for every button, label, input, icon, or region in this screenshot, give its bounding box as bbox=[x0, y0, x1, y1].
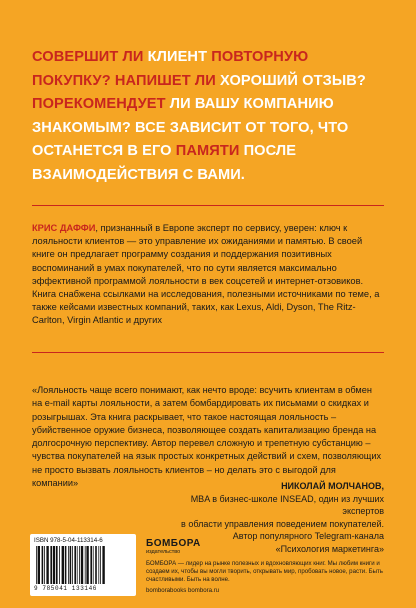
publisher-links: bomborabooks bombora.ru bbox=[146, 586, 220, 594]
review-quote: «Лояльность чаще всего понимают, как нечто вроде: всучить клиентам в обмен на e-mail карты лояльности, а затем бомбардировать их письмами о скидках и розыгрышах. Эта книга раскрывает, что такое настоящая лояльность – убийственное оружие бизнеса, позволяющее создать капитализацию бренда на долгосрочную перспективу. Автор перевел сложную и трепетную субстанцию – чувства покупателей на язык простых конкретных действий и схем, позволяющих не просто вызвать лояльность клиентов – но делать это с выгодой для компании» bbox=[32, 385, 382, 489]
barcode-bar bbox=[68, 546, 69, 584]
barcode-bar bbox=[79, 546, 80, 584]
headline bbox=[32, 46, 382, 187]
publisher-block bbox=[146, 538, 386, 595]
barcode-bar bbox=[86, 546, 88, 584]
barcode-bar bbox=[53, 546, 55, 584]
divider-top bbox=[32, 205, 384, 206]
headline-segment: ЛИ ВАШУ КОМПАНИЮ ЗНАКОМЫМ? ВСЕ ЗАВИСИТ ОТ ТОГО, ЧТО ОСТАНЕТСЯ В ЕГО bbox=[32, 96, 349, 159]
barcode-bar bbox=[46, 546, 48, 584]
isbn-label: ISBN 978-5-04-113314-6 bbox=[34, 537, 103, 544]
headline-segment: ПОСЛЕ ВЗАИМОДЕЙСТВИЯ С ВАМИ. bbox=[32, 143, 297, 183]
barcode-bar bbox=[50, 546, 52, 584]
publisher-logo-subtitle: издательство bbox=[146, 549, 181, 555]
barcode-bar bbox=[102, 546, 104, 584]
barcode-bar bbox=[65, 546, 67, 584]
headline-segment: ПОВТОРНУЮ ПОКУПКУ? НАПИШЕТ ЛИ bbox=[32, 49, 309, 89]
divider-middle bbox=[32, 352, 384, 353]
headline-segment: ПОРЕКОМЕНДУЕТ bbox=[32, 96, 170, 112]
barcode-bar bbox=[70, 546, 72, 584]
headline-segment: КЛИЕНТ bbox=[147, 49, 208, 65]
barcode-digits: 9 785041 133146 bbox=[34, 585, 98, 592]
barcode-bar bbox=[62, 546, 64, 584]
publisher-logo: БОМБОРА bbox=[146, 538, 201, 549]
barcode-bar bbox=[98, 546, 99, 584]
barcode-bar bbox=[74, 546, 76, 584]
barcode-bar bbox=[77, 546, 78, 584]
intro-text: , признанный в Европе эксперт по сервису, уверен: ключ к лояльности клиентов — это управление их ожиданиями и памятью. В своей книге он предлагает программу создания и поддержания позитивных воспоминаний в умах покупателей, что по сути является максимально эффективной программой лояльности в век соцсетей и интернет-отзовиков. Книга снабжена ссылками на исследования, полезными источниками по теме, а также кейсами известных компаний, таких, как Lexus, Aldi, Dyson, The Ritz-Carlton, Virgin Atlantic и других bbox=[32, 223, 380, 326]
reviewer-credential-2: в области управления поведением покупателей. bbox=[181, 518, 384, 529]
barcode-bar bbox=[95, 546, 97, 584]
headline-segment: ХОРОШИЙ ОТЗЫВ? bbox=[220, 72, 366, 89]
barcode-bar bbox=[100, 546, 101, 584]
barcode-bar bbox=[38, 546, 40, 584]
intro-paragraph bbox=[32, 222, 384, 328]
barcode-bar bbox=[81, 546, 83, 584]
barcode-icon bbox=[36, 546, 130, 584]
barcode-bar bbox=[90, 546, 92, 584]
barcode-bar bbox=[56, 546, 58, 584]
publisher-blurb: БОМБОРА — лидер на рынке полезных и вдохновляющих книг. Мы любим книги и создаем их, чтобы вы могли творить, открывать мир, пробовать новое, расти. Быть счастливыми. Быть на волне. bbox=[146, 560, 383, 584]
reviewer-credential-3: Автор популярного Telegram-канала bbox=[232, 531, 384, 542]
reviewer-name: НИКОЛАЙ МОЛЧАНОВ, bbox=[281, 481, 384, 491]
reviewer-credential-4: «Психология маркетинга» bbox=[275, 543, 384, 554]
barcode-block bbox=[30, 534, 136, 596]
barcode-bar bbox=[93, 546, 94, 584]
barcode-bar bbox=[36, 546, 37, 584]
headline-segment: ПАМЯТИ bbox=[171, 143, 244, 159]
barcode-bar bbox=[44, 546, 45, 584]
barcode-bar bbox=[85, 546, 86, 584]
barcode-bar bbox=[59, 546, 60, 584]
reviewer-credential-1: MBA в бизнес-школе INSEAD, один из лучших экспертов bbox=[190, 493, 384, 517]
author-name: КРИС ДАФФИ bbox=[32, 223, 96, 233]
barcode-bar bbox=[72, 546, 73, 584]
barcode-bar bbox=[42, 546, 44, 584]
headline-segment: СОВЕРШИТ ЛИ bbox=[32, 49, 148, 65]
